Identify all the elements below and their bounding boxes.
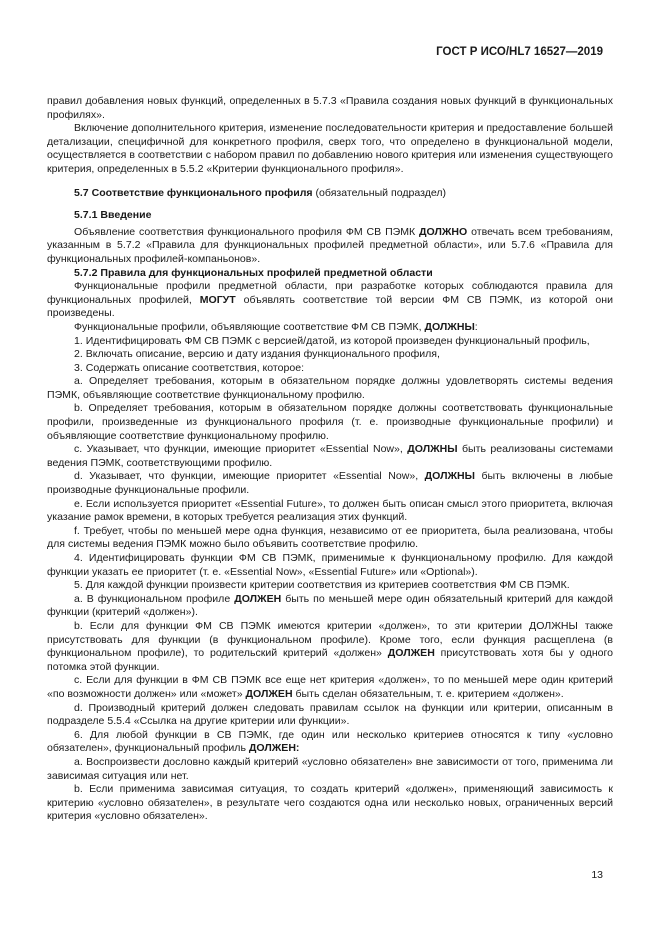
emphasis-keyword: МОГУТ: [199, 293, 236, 306]
text-run: быть включены в любые производные функциональные профили.: [47, 470, 613, 497]
list-item: a. Определяет требования, которым в обязательном порядке должны удовлетворять системы ведения ПЭМК, объявляющие соответствие функциональному профилю.: [47, 375, 613, 401]
page-number: 13: [591, 869, 603, 881]
document-body: [47, 95, 613, 824]
list-item: 5. Для каждой функции произвести критерии соответствия из критериев соответствия ФМ СВ ПЭМК.: [74, 579, 570, 592]
list-item: 3. Содержать описание соответствия, которое:: [74, 361, 305, 374]
text-run: Функциональные профили предметной области, при разработке которых соблюдаются правила для функциональных профилей,: [47, 280, 613, 306]
text-run: объявлять соответствие той версии ФМ СВ ПЭМК, из которой они произведены.: [47, 293, 613, 320]
list-item: e. Если используется приоритет «Essential Future», то должен быть описан смысл этого приоритета, включая указание рамок времени, в которых требуется реализация этих функций.: [47, 497, 613, 524]
text-run: a. В функциональном профиле: [74, 592, 235, 605]
text-run: d. Указывает, что функции, имеющие приоритет «Essential Now»,: [74, 470, 425, 483]
list-item: 2. Включать описание, версию и дату издания функционального профиля,: [74, 348, 440, 361]
emphasis-keyword: ДОЛЖНЫ: [424, 320, 475, 333]
list-item: [47, 593, 613, 620]
text-run: Объявление соответствия функционального профиля ФМ СВ ПЭМК: [74, 225, 420, 238]
list-item: [47, 443, 613, 470]
emphasis-keyword: ДОЛЖЕН: [387, 647, 435, 660]
paragraph: правил добавления новых функций, определенных в 5.7.3 «Правила создания новых функций в функциональных профилях».: [47, 95, 613, 121]
list-item: [47, 729, 613, 756]
paragraph: [47, 280, 613, 321]
list-item: [47, 470, 613, 497]
list-item: 4. Идентифицировать функции ФМ СВ ПЭМК, применимые к функциональному профилю. Для каждой функции указать ее приоритет (т. е. «Essential Now», «Essential Future» или «Optional»).: [47, 552, 613, 578]
text-run: Функциональные профили, объявляющие соответствие ФМ СВ ПЭМК,: [74, 320, 425, 333]
emphasis-keyword: ДОЛЖНЫ: [407, 443, 458, 456]
text-run: :: [474, 320, 478, 333]
section-heading-5-7: [47, 187, 613, 201]
text-run: c. Если для функции в ФМ СВ ПЭМК все еще нет критерия «должен», то по меньшей мере один критерий «по возможности должен» или «может»: [47, 674, 613, 700]
list-item: d. Производный критерий должен следовать правилам ссылок на функции или критерии, описанным в подразделе 5.5.4 «Ссылка на другие критерии или функции».: [47, 701, 613, 728]
paragraph: [47, 226, 613, 267]
list-item: [47, 620, 613, 674]
emphasis-keyword: ДОЛЖЕН: [245, 687, 293, 700]
section-heading-text: 5.7 Соответствие функционального профиля: [74, 186, 313, 199]
subsection-heading-5-7-2: 5.7.2 Правила для функциональных профилей предметной области: [74, 266, 433, 279]
list-item: b. Определяет требования, которым в обязательном порядке должны соответствовать функциональные профили, произведенные из функционального профиля (т. е. производные функциональные профили) и объявляющие соответствие функциональному профилю.: [47, 402, 613, 442]
emphasis-keyword: ДОЛЖНО: [419, 225, 468, 238]
paragraph: Включение дополнительного критерия, изменение последовательности критерия и предоставление большей детализации, специфичной для конкретного профиля, сверх того, что определено в функциональной модели, осуществляется в соответствии с набором правил по добавлению нового критерия или изменения существующего критерия, определенных в 5.5.2 «Критерии функционального профиля».: [47, 122, 613, 175]
list-item: b. Если применима зависимая ситуация, то создать критерий «должен», применяющий зависимость к критерию «условно обязателен», в результате чего создаются одна или несколько новых, ограниченных версий критерия «условно обязателен».: [47, 783, 613, 823]
list-item: a. Воспроизвести дословно каждый критерий «условно обязателен» вне зависимости от того, применима ли зависимая ситуация или нет.: [47, 755, 613, 782]
emphasis-keyword: ДОЛЖЕН:: [248, 742, 300, 755]
document-header-title: ГОСТ Р ИСО/HL7 16527—2019: [436, 46, 603, 58]
paragraph: [47, 321, 613, 335]
list-item: f. Требует, чтобы по меньшей мере одна функция, независимо от ее приоритета, была реализована, чтобы для системы ведения ПЭМК можно было объявить соответствие профилю.: [47, 524, 613, 551]
emphasis-keyword: ДОЛЖНЫ: [424, 470, 475, 483]
list-item: 1. Идентифицировать ФМ СВ ПЭМК с версией/датой, из которой произведен функциональный профиль,: [74, 334, 590, 347]
text-run: 6. Для любой функции в СВ ПЭМК, где один или несколько критериев относятся к типу «условно обязателен», функциональный профиль: [47, 728, 613, 755]
text-run: c. Указывает, что функции, имеющие приоритет «Essential Now»,: [74, 443, 408, 456]
section-heading-note: (обязательный подраздел): [312, 186, 447, 199]
list-item: [47, 674, 613, 701]
text-run: b. Если для функции ФМ СВ ПЭМК имеются критерии «должен», то эти критерии ДОЛЖНЫ также присутствовать для функции (в функциональном профиле). Кроме того, если функция расщеплена (в функциональном профиле), то родительский критерий «должен»: [47, 619, 613, 660]
emphasis-keyword: ДОЛЖЕН: [234, 592, 282, 605]
text-run: быть реализованы системами ведения ПЭМК, соответствующими профилю.: [47, 443, 613, 469]
text-run: присутствовать хотя бы у одного потомка этой функции.: [47, 647, 613, 673]
text-run: отвечать всем требованиям, указанным в 5.7.2 «Правила для функциональных профилей предметной области», или 5.7.6 «Правила для функциональных профилей-компаньонов».: [47, 225, 613, 265]
subsection-heading-5-7-1: 5.7.1 Введение: [74, 209, 152, 222]
text-run: быть по меньшей мере один обязательный критерий для каждой функции (критерий «должен»).: [47, 592, 614, 619]
text-run: быть сделан обязательным, т. е. критерием «должен».: [292, 687, 564, 700]
